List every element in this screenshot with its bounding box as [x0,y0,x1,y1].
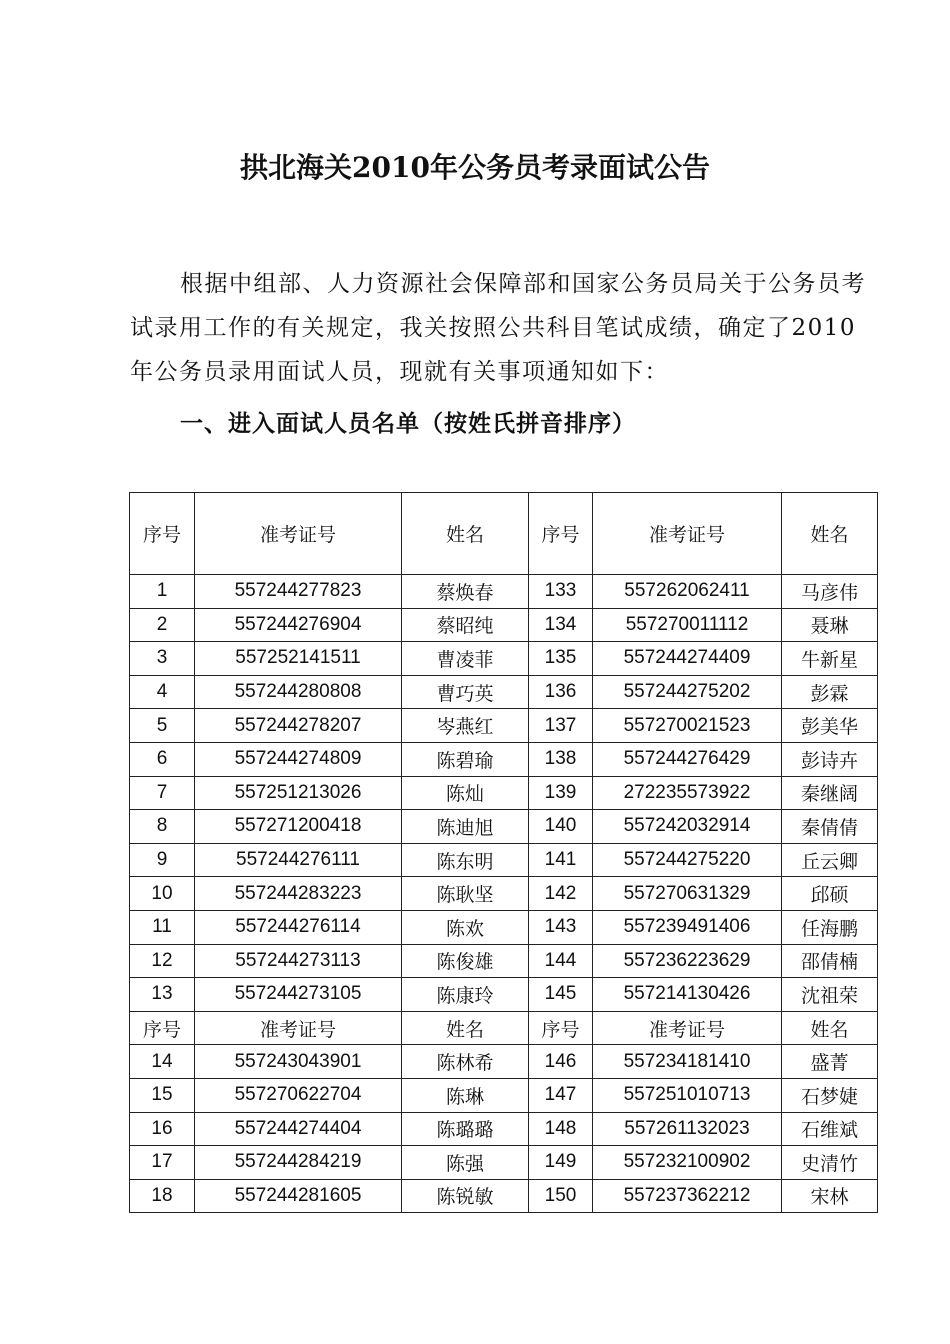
cell-name: 陈锐敏 [402,1179,529,1213]
cell-name: 丘云卿 [782,843,878,877]
table-row [130,776,878,810]
table-row [130,843,878,877]
cell-name: 陈琳 [402,1078,529,1112]
cell-ticket: 557244275202 [593,675,782,709]
cell-index: 5 [130,709,195,743]
cell-ticket: 557214130426 [593,978,782,1012]
cell-index: 138 [529,742,593,776]
cell-ticket: 557236223629 [593,944,782,978]
table-row [130,944,878,978]
cell-index: 4 [130,675,195,709]
table-row [130,1146,878,1180]
cell-index: 144 [529,944,593,978]
cell-name: 盛菁 [782,1045,878,1079]
cell-ticket: 557244276114 [195,910,402,944]
cell-index: 7 [130,776,195,810]
cell-index: 139 [529,776,593,810]
cell-name: 陈灿 [402,776,529,810]
table-body [130,1045,878,1213]
cell-name: 岑燕红 [402,709,529,743]
cell-index: 150 [529,1179,593,1213]
cell-name: 石梦婕 [782,1078,878,1112]
cell-ticket: 557244280808 [195,675,402,709]
cell-ticket: 557262062411 [593,575,782,609]
cell-index: 15 [130,1078,195,1112]
table-header-row [130,493,878,575]
cell-index: 3 [130,642,195,676]
cell-name: 曹凌菲 [402,642,529,676]
table-header-repeat [130,1011,878,1045]
cell-name: 陈欢 [402,910,529,944]
cell-name: 任海鹏 [782,910,878,944]
cell-name: 马彦伟 [782,575,878,609]
cell-name: 秦继阔 [782,776,878,810]
cell-name: 宋林 [782,1179,878,1213]
table-body [130,575,878,1012]
cell-ticket: 557244274809 [195,742,402,776]
cell-name: 陈强 [402,1146,529,1180]
header-index: 序号 [529,1011,593,1045]
table-row [130,1045,878,1079]
cell-index: 13 [130,978,195,1012]
cell-name: 彭诗卉 [782,742,878,776]
cell-index: 136 [529,675,593,709]
cell-name: 陈俊雄 [402,944,529,978]
cell-ticket: 557244276111 [195,843,402,877]
header-index: 序号 [130,1011,195,1045]
cell-ticket: 557239491406 [593,910,782,944]
cell-index: 9 [130,843,195,877]
cell-index: 16 [130,1112,195,1146]
cell-name: 彭霖 [782,675,878,709]
cell-index: 147 [529,1078,593,1112]
cell-index: 141 [529,843,593,877]
cell-index: 134 [529,608,593,642]
cell-index: 10 [130,877,195,911]
cell-name: 蔡焕春 [402,575,529,609]
cell-index: 148 [529,1112,593,1146]
cell-ticket: 557234181410 [593,1045,782,1079]
header-name: 姓名 [402,1011,529,1045]
header-ticket: 准考证号 [195,1011,402,1045]
cell-index: 17 [130,1146,195,1180]
cell-index: 149 [529,1146,593,1180]
table-row [130,910,878,944]
cell-ticket: 557251213026 [195,776,402,810]
cell-index: 145 [529,978,593,1012]
cell-index: 142 [529,877,593,911]
cell-ticket: 557270011112 [593,608,782,642]
header-index: 序号 [529,493,593,575]
cell-name: 彭美华 [782,709,878,743]
cell-name: 陈东明 [402,843,529,877]
cell-index: 143 [529,910,593,944]
cell-ticket: 557244276429 [593,742,782,776]
table-header-row [130,1011,878,1045]
cell-ticket: 557244281605 [195,1179,402,1213]
cell-index: 8 [130,810,195,844]
table-row [130,608,878,642]
cell-name: 史清竹 [782,1146,878,1180]
cell-ticket: 557271200418 [195,810,402,844]
table-row [130,810,878,844]
cell-name: 陈林希 [402,1045,529,1079]
cell-name: 沈祖荣 [782,978,878,1012]
section-heading: 一、进入面试人员名单（按姓氏拼音排序） [180,411,636,437]
cell-name: 邱硕 [782,877,878,911]
cell-name: 聂琳 [782,608,878,642]
cell-name: 陈康玲 [402,978,529,1012]
cell-name: 邵倩楠 [782,944,878,978]
header-index: 序号 [130,493,195,575]
cell-ticket: 557237362212 [593,1179,782,1213]
cell-name: 蔡昭纯 [402,608,529,642]
cell-ticket: 557244274404 [195,1112,402,1146]
cell-ticket: 557244274409 [593,642,782,676]
intro-paragraph [130,262,875,394]
cell-ticket: 272235573922 [593,776,782,810]
cell-name: 陈迪旭 [402,810,529,844]
table-row [130,978,878,1012]
table-row [130,1179,878,1213]
cell-ticket: 557270631329 [593,877,782,911]
header-ticket: 准考证号 [195,493,402,575]
cell-ticket: 557270622704 [195,1078,402,1112]
cell-name: 陈璐璐 [402,1112,529,1146]
cell-ticket: 557242032914 [593,810,782,844]
cell-name: 陈碧瑜 [402,742,529,776]
cell-name: 陈耿坚 [402,877,529,911]
cell-index: 6 [130,742,195,776]
cell-index: 137 [529,709,593,743]
cell-index: 11 [130,910,195,944]
table-row [130,675,878,709]
header-name: 姓名 [782,493,878,575]
cell-ticket: 557270021523 [593,709,782,743]
cell-name: 石维斌 [782,1112,878,1146]
cell-name: 秦倩倩 [782,810,878,844]
cell-index: 18 [130,1179,195,1213]
cell-ticket: 557243043901 [195,1045,402,1079]
cell-index: 1 [130,575,195,609]
header-ticket: 准考证号 [593,1011,782,1045]
cell-index: 133 [529,575,593,609]
cell-ticket: 557244277823 [195,575,402,609]
cell-ticket: 557252141511 [195,642,402,676]
cell-ticket: 557244283223 [195,877,402,911]
cell-index: 140 [529,810,593,844]
header-ticket: 准考证号 [593,493,782,575]
table-row [130,575,878,609]
cell-ticket: 557244276904 [195,608,402,642]
table-row [130,642,878,676]
cell-index: 12 [130,944,195,978]
cell-ticket: 557244284219 [195,1146,402,1180]
cell-ticket: 557244273113 [195,944,402,978]
cell-ticket: 557244275220 [593,843,782,877]
page-title: 拱北海关2010年公务员考录面试公告 [240,151,710,184]
cell-index: 2 [130,608,195,642]
cell-ticket: 557244278207 [195,709,402,743]
cell-name: 牛新星 [782,642,878,676]
cell-index: 135 [529,642,593,676]
cell-ticket: 557244273105 [195,978,402,1012]
table-row [130,877,878,911]
header-name: 姓名 [402,493,529,575]
table-row [130,1078,878,1112]
table-row [130,742,878,776]
cell-index: 146 [529,1045,593,1079]
cell-ticket: 557261132023 [593,1112,782,1146]
cell-index: 14 [130,1045,195,1079]
cell-ticket: 557232100902 [593,1146,782,1180]
intro-text: 根据中组部、人力资源社会保障部和国家公务员局关于公务员考试录用工作的有关规定，我关按照公共科目笔试成绩，确定了2010年公务员录用面试人员，现就有关事项通知如下： [130,271,866,385]
table-row [130,1112,878,1146]
cell-ticket: 557251010713 [593,1078,782,1112]
header-name: 姓名 [782,1011,878,1045]
candidate-table [129,492,878,1213]
table-row [130,709,878,743]
cell-name: 曹巧英 [402,675,529,709]
